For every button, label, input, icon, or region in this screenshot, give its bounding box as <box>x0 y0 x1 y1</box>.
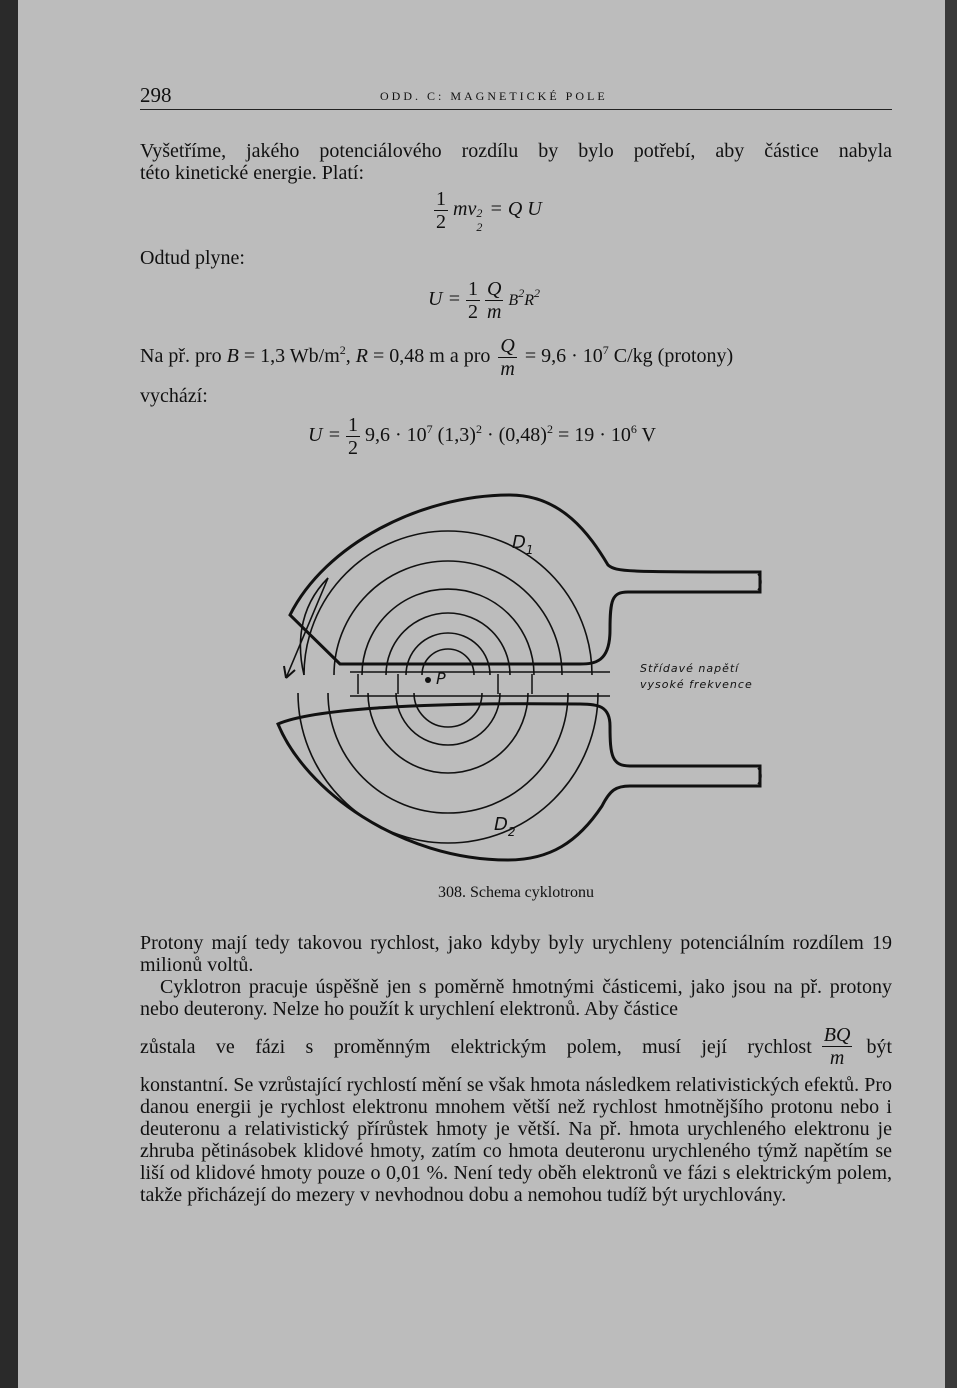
fraction-half: $\frac{1}{2}$ <box>347 414 358 459</box>
fraction-half: $\frac{1}{2}$ <box>467 278 478 323</box>
page-edge-right <box>945 0 957 1388</box>
dee-d1 <box>290 495 760 664</box>
paragraph-cyclotron: Cyklotron pracuje úspěšně jen s poměrně hmotnými částicemi, jako jsou na př. protony nebo deuterony. Nelze ho použít k urychlení elektronů. Aby částice <box>140 976 892 1020</box>
figure-caption: 308. Schema cyklotronu <box>438 884 594 901</box>
equation-voltage: U = $\frac{1}{2}$ $\frac{Q}{m}$ $B^2R^2$ <box>428 278 540 323</box>
page-number: 298 <box>140 83 172 107</box>
source-point-icon <box>425 677 431 683</box>
running-head: ODD. C: MAGNETICKÉ POLE <box>380 89 608 103</box>
fraction-half: $\frac{1}{2}$ <box>436 188 446 233</box>
paragraph-protons: Protony mají tedy takovou rychlost, jako kdyby byly urychleny potenciálním rozdílem 19 milionů voltů. <box>140 932 892 976</box>
odtud-plyne: Odtud plyne: <box>140 247 245 269</box>
label-d1: $D_1$ <box>512 532 534 557</box>
label-p: P <box>436 669 446 688</box>
equation-result: U = $\frac{1}{2}$ $9,6 \cdot 10^7$ $(1,3)^2 \cdot (0,48)^2 = 19 \cdot 10^6$ V <box>308 414 656 459</box>
label-voltage-line-2: vysoké frekvence <box>640 678 753 691</box>
paragraph-relativistic: konstantní. Se vzrůstající rychlostí mění se však hmota následkem relativistických efektů. Pro danou energii je rychlost elektronu mnohem větší než rychlost hmotnějšího protonu nebo i deuteronu a relativistický přírůstek hmoty je větší. Na př. hmota urychleného elektronu je zhruba pětinásobek klidové hmoty, zatím co hmota deuteronu urychleného týmž napětím se liší od klidové hmoty pouze o 0,01 %. Není tedy oběh elektronů ve fázi s elektrickým polem, takže přicházejí do mezery v nevhodnou dobu a nemohou tudíž být urychlovány. <box>140 1074 892 1206</box>
paragraph-phase-line: zůstala ve fázi s proměnným elektrickým polem, musí její rychlost $\frac{BQ}{m}$ být <box>140 1024 892 1069</box>
intro-line-1: Vyšetříme, jakého potenciálového rozdílu by bylo potřebí, aby částice nabyla <box>140 140 892 162</box>
label-d2: $D_2$ <box>494 814 516 839</box>
page-edge-left <box>0 0 18 1388</box>
header-rule <box>140 109 892 110</box>
vychazi: vychází: <box>140 385 208 407</box>
fraction-q-over-m: $\frac{Q}{m}$ <box>500 335 515 380</box>
equation-kinetic-energy: $\frac{1}{2}$ mv 2 2 = Q U <box>436 188 542 235</box>
label-voltage-line-1: Střídavé napětí <box>640 662 740 675</box>
dee-d2 <box>278 704 760 860</box>
cyclotron-diagram <box>250 490 770 870</box>
fraction-q-over-m: $\frac{Q}{m}$ <box>486 278 502 323</box>
intro-line-2: této kinetické energie. Platí: <box>140 162 365 184</box>
example-line: Na př. pro B = 1,3 $Wb/m^2$, R = 0,48 m a pro $\frac{Q}{m}$ = $9,6 \cdot 10^7$ C/kg (protony) <box>140 335 734 380</box>
page-header <box>140 80 890 110</box>
fraction-bq-over-m: $\frac{BQ}{m}$ <box>823 1024 851 1069</box>
